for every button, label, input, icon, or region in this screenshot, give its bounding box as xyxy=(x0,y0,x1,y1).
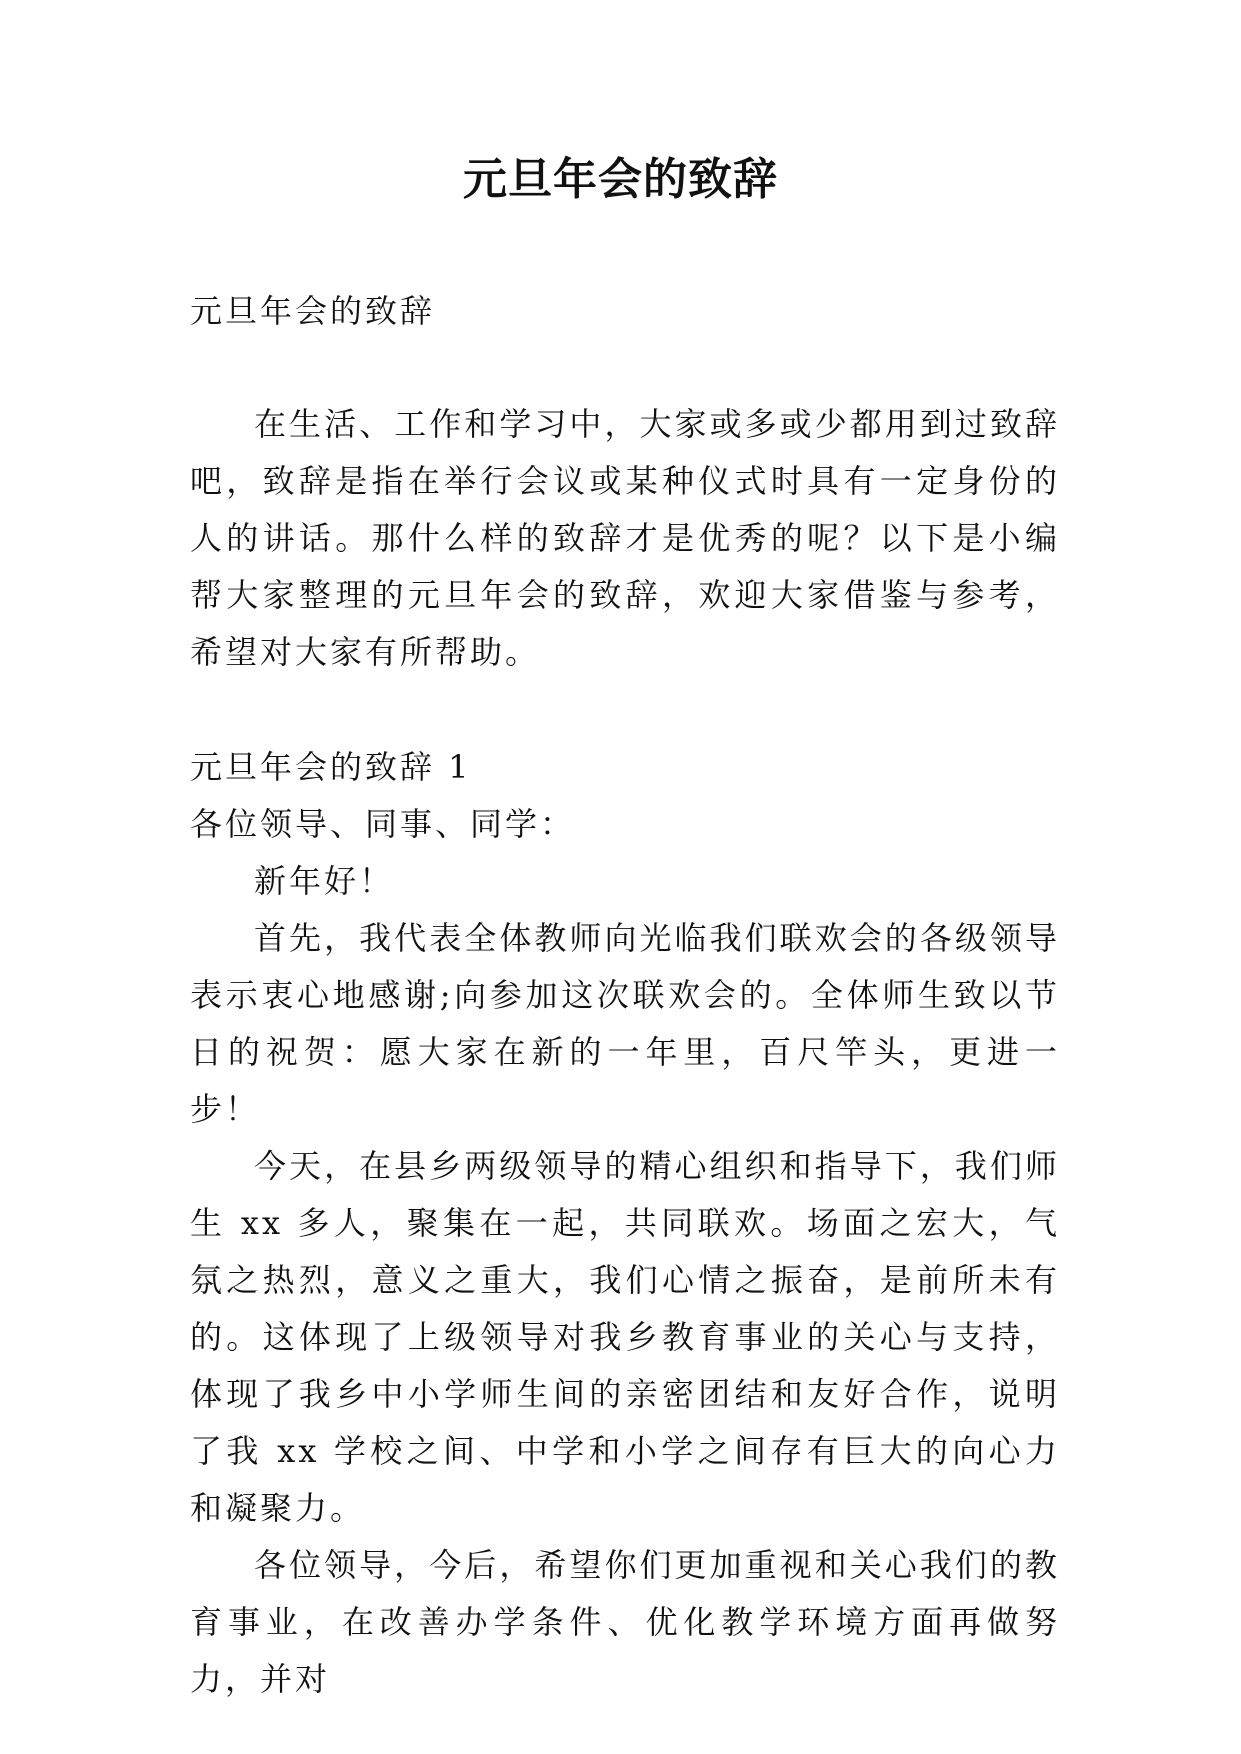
body-paragraph: 各位领导，今后，希望你们更加重视和关心我们的教育事业，在改善办学条件、优化教学环境方面再做努力，并对 xyxy=(190,1546,1060,1698)
salutation: 各位领导、同事、同学： xyxy=(190,805,576,843)
document-body xyxy=(190,283,1060,1708)
document-subtitle: 元旦年会的致辞 xyxy=(190,292,436,330)
spacer xyxy=(190,340,1060,396)
document-title: 元旦年会的致辞 xyxy=(463,154,778,205)
section-heading: 元旦年会的致辞 1 xyxy=(190,748,472,786)
intro-paragraph: 在生活、工作和学习中，大家或多或少都用到过致辞吧，致辞是指在举行会议或某种仪式时具有一定身份的人的讲话。那什么样的致辞才是优秀的呢？以下是小编帮大家整理的元旦年会的致辞，欢迎大家借鉴与参考，希望对大家有所帮助。 xyxy=(190,405,1060,671)
spacer xyxy=(190,681,1060,739)
body-paragraph: 今天，在县乡两级领导的精心组织和指导下，我们师生 xx 多人，聚集在一起，共同联欢。场面之宏大，气氛之热烈，意义之重大，我们心情之振奋，是前所未有的。这体现了上级领导对我乡教育事业的关心与支持，体现了我乡中小学师生间的亲密团结和友好合作，说明了我 xx 学校之间、中学和小学之间存有巨大的向心力和凝聚力。 xyxy=(190,1147,1060,1527)
greeting: 新年好！ xyxy=(254,862,395,900)
body-paragraph: 首先，我代表全体教师向光临我们联欢会的各级领导表示衷心地感谢;向参加这次联欢会的。全体师生致以节日的祝贺：愿大家在新的一年里，百尺竿头，更进一步！ xyxy=(190,919,1060,1128)
